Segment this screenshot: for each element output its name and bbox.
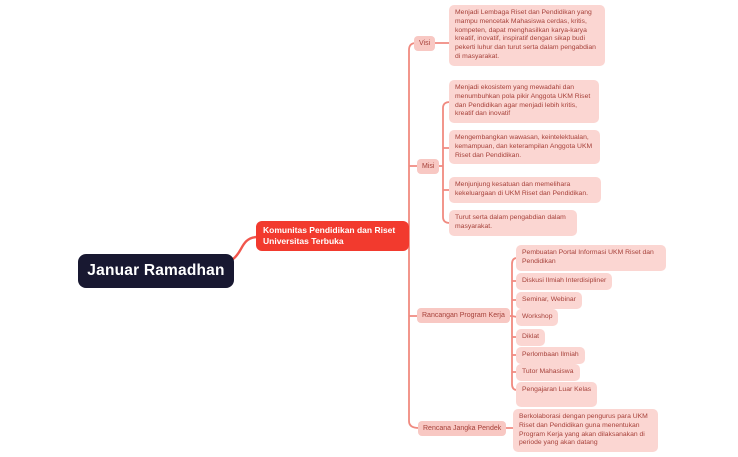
program-leaf-perlombaan-ilmiah[interactable]: Perlombaan Ilmiah [516,347,585,364]
visi-leaf-1[interactable]: Menjadi Lembaga Riset dan Pendidikan yang mampu mencetak Mahasiswa cerdas, kritis, kompeten, dapat menghasilkan karya-karya kreatif, inovatif, inspiratif dengan sikap budi pekerti luhur dan turut serta dalam pengabdian di masyarakat. [449,5,605,66]
branch-label-misi[interactable]: Misi [417,159,439,174]
program-leaf-tutor-mahasiswa[interactable]: Tutor Mahasiswa [516,364,580,381]
misi-leaf-3[interactable]: Menjunjung kesatuan dan memelihara kekeluargaan di UKM Riset dan Pendidikan. [449,177,601,203]
branch-label-rencana-jangka-pendek[interactable]: Rencana Jangka Pendek [418,421,506,436]
program-leaf-diskusi-ilmiah[interactable]: Diskusi Ilmiah Interdisipliner [516,273,612,290]
misi-leaf-1[interactable]: Menjadi ekosistem yang mewadahi dan menumbuhkan pola pikir Anggota UKM Riset dan Pendidikan agar menjadi lebih kritis, kreatif dan inovatif [449,80,599,123]
program-leaf-seminar-webinar[interactable]: Seminar, Webinar [516,292,582,309]
root-node[interactable]: Januar Ramadhan [78,254,234,288]
center-node[interactable]: Komunitas Pendidikan dan Riset Universitas Terbuka [256,221,409,251]
program-leaf-pengajaran-luar-kelas[interactable]: Pengajaran Luar Kelas [516,382,597,407]
branch-label-rancangan-program-kerja[interactable]: Rancangan Program Kerja [417,308,510,323]
program-leaf-portal-informasi[interactable]: Pembuatan Portal Informasi UKM Riset dan Pendidikan [516,245,666,271]
program-subtree-lines [455,258,517,390]
program-leaf-diklat[interactable]: Diklat [516,329,545,346]
root-connector-line [233,237,257,259]
misi-leaf-2[interactable]: Mengembangkan wawasan, keintelektualan, kemampuan, dan keterampilan Anggota UKM Riset dan Pendidikan. [449,130,600,164]
rencana-leaf-1[interactable]: Berkolaborasi dengan pengurus para UKM Riset dan Pendidikan guna menentukan Program Kerja yang akan dilaksanakan di periode yang akan datang [513,409,658,452]
branch-label-visi[interactable]: Visi [414,36,435,51]
program-leaf-workshop[interactable]: Workshop [516,309,558,326]
misi-leaf-4[interactable]: Turut serta dalam pengabdian dalam masyarakat. [449,210,577,236]
